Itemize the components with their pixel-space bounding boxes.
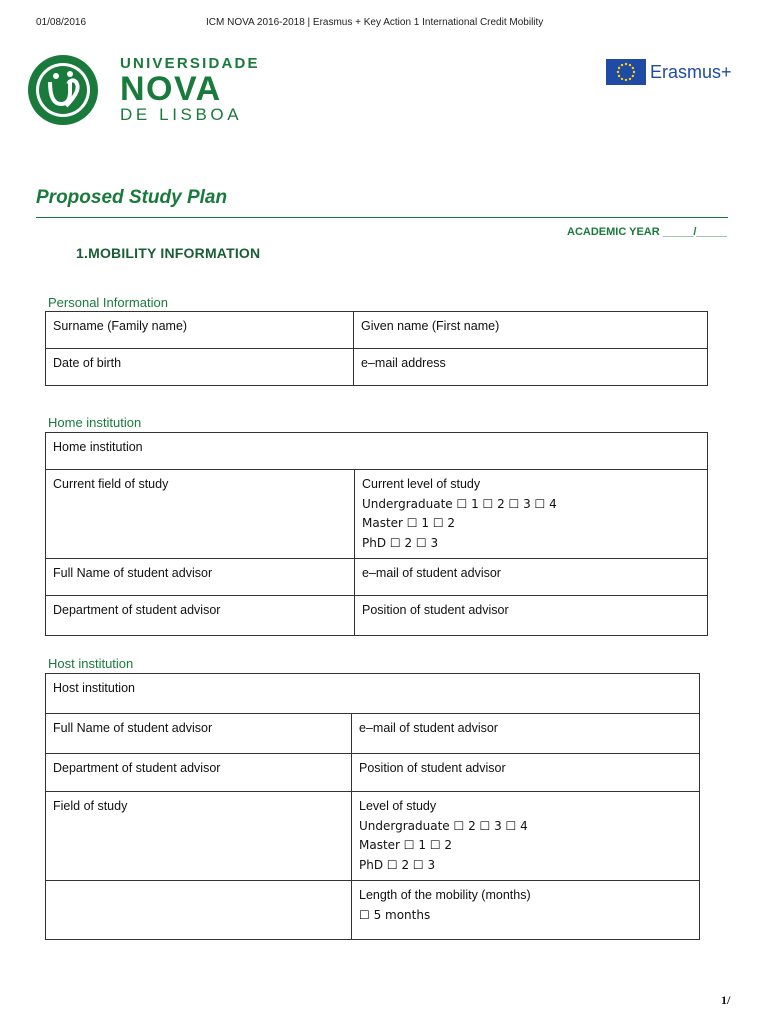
personal-info-heading: Personal Information [48, 295, 168, 310]
host-advisor-email-label: e–mail of student advisor [359, 721, 498, 735]
mobility-length-label: Length of the mobility (months) [359, 888, 531, 902]
host-advisor-position-label: Position of student advisor [359, 761, 506, 775]
university-logo [26, 52, 260, 132]
host-level-of-study [352, 792, 700, 881]
host-field-of-study[interactable] [46, 792, 352, 881]
host-level-phd[interactable]: PhD ☐ 2 ☐ 3 [359, 857, 436, 872]
university-seal-icon [26, 52, 106, 132]
dob-field[interactable] [46, 349, 354, 386]
home-level-of-study [355, 470, 708, 559]
university-name-line1: UNIVERSIDADE [120, 55, 260, 72]
host-advisor-dept-field[interactable] [46, 754, 352, 792]
mobility-length-5-months[interactable]: ☐ 5 months [359, 907, 431, 922]
host-institution-label: Host institution [53, 681, 135, 695]
host-advisor-dept-label: Department of student advisor [53, 761, 221, 775]
home-advisor-name-field[interactable] [46, 559, 355, 596]
home-field-of-study[interactable] [46, 470, 355, 559]
home-institution-table [45, 432, 708, 636]
home-institution-label: Home institution [53, 440, 143, 454]
home-level-label: Current level of study [362, 477, 481, 491]
title-divider [36, 217, 728, 218]
university-name-line3: DE LISBOA [120, 105, 243, 124]
host-advisor-email-field[interactable] [352, 714, 700, 754]
university-name-line2: NOVA [120, 70, 222, 108]
home-institution-heading: Home institution [48, 415, 142, 430]
home-advisor-position-label: Position of student advisor [362, 603, 509, 617]
email-label: e–mail address [361, 356, 446, 370]
host-advisor-position-field[interactable] [352, 754, 700, 792]
home-institution-field[interactable] [46, 433, 708, 470]
email-field[interactable] [354, 349, 708, 386]
header-title: ICM NOVA 2016-2018 | Erasmus + Key Action 1 International Credit Mobility [206, 17, 544, 28]
given-name-field[interactable] [354, 312, 708, 349]
host-level-master[interactable]: Master ☐ 1 ☐ 2 [359, 838, 453, 852]
home-field-label: Current field of study [53, 477, 169, 491]
host-institution-field[interactable] [46, 674, 700, 714]
home-level-master[interactable]: Master ☐ 1 ☐ 2 [362, 516, 456, 530]
home-level-undergraduate[interactable]: Undergraduate ☐ 1 ☐ 2 ☐ 3 ☐ 4 [362, 496, 557, 511]
university-name [120, 56, 260, 124]
eu-flag-icon [606, 59, 646, 85]
home-advisor-email-field[interactable] [355, 559, 708, 596]
surname-label: Surname (Family name) [53, 319, 188, 333]
dob-label: Date of birth [53, 356, 122, 370]
document-title: Proposed Study Plan [36, 187, 228, 208]
host-field-label: Field of study [53, 799, 128, 813]
personal-info-table [45, 311, 708, 386]
section-heading: 1.MOBILITY INFORMATION [76, 245, 261, 261]
home-level-phd[interactable]: PhD ☐ 2 ☐ 3 [362, 535, 439, 550]
home-advisor-name-label: Full Name of student advisor [53, 566, 213, 580]
host-empty-cell [46, 881, 352, 940]
given-name-label: Given name (First name) [361, 319, 500, 333]
host-advisor-name-label: Full Name of student advisor [53, 721, 213, 735]
home-advisor-dept-field[interactable] [46, 596, 355, 636]
home-advisor-dept-label: Department of student advisor [53, 603, 221, 617]
host-level-undergraduate[interactable]: Undergraduate ☐ 2 ☐ 3 ☐ 4 [359, 818, 528, 833]
erasmus-wordmark: Erasmus+ [650, 62, 732, 82]
home-advisor-email-label: e–mail of student advisor [362, 566, 501, 580]
academic-year: ACADEMIC YEAR _____/_____ [567, 226, 727, 238]
host-mobility-length [352, 881, 700, 940]
header-date: 01/08/2016 [36, 17, 87, 28]
host-level-label: Level of study [359, 799, 437, 813]
host-institution-table [45, 673, 700, 940]
host-institution-heading: Host institution [48, 656, 134, 671]
host-advisor-name-field[interactable] [46, 714, 352, 754]
surname-field[interactable] [46, 312, 354, 349]
home-advisor-position-field[interactable] [355, 596, 708, 636]
page-number: 1/ [721, 993, 731, 1007]
erasmus-logo [606, 59, 746, 85]
